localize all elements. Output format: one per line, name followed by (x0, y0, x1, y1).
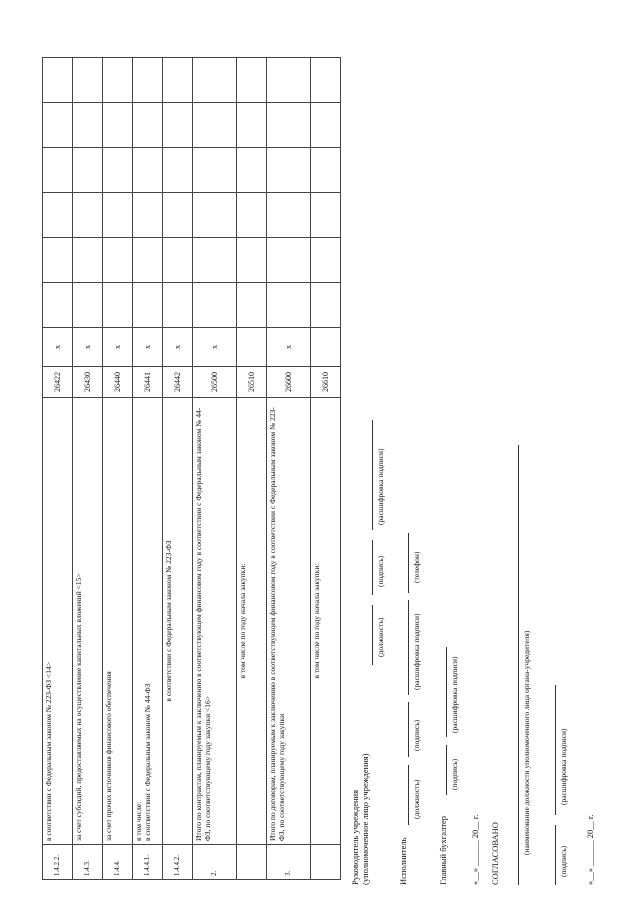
value-cell[interactable] (163, 193, 193, 238)
founder-signature-line[interactable] (555, 825, 556, 885)
accountant-decoding-caption: (расшифровка подписи) (450, 656, 459, 733)
value-cell[interactable] (133, 283, 163, 328)
row-code: 26442 (163, 367, 193, 398)
value-cell[interactable] (193, 238, 237, 283)
head-signature-caption: (подпись) (376, 555, 385, 587)
value-cell[interactable] (133, 58, 163, 103)
table-row (43, 58, 73, 880)
row-number (311, 845, 341, 880)
founder-signature-caption: (подпись) (559, 845, 568, 877)
value-cell[interactable] (163, 238, 193, 283)
value-cell[interactable] (43, 283, 73, 328)
row-number: 3. (267, 845, 311, 880)
value-cell[interactable] (103, 58, 133, 103)
row-number: 1.4.4. (103, 845, 133, 880)
executor-signature-line[interactable] (408, 702, 409, 757)
value-cell[interactable] (237, 148, 267, 193)
table-row (103, 58, 133, 880)
value-cell[interactable] (43, 103, 73, 148)
value-cell[interactable] (103, 283, 133, 328)
executor-phone-line[interactable] (408, 533, 409, 593)
head-label: Руководитель учреждения (350, 789, 360, 885)
value-cell[interactable] (73, 148, 103, 193)
value-cell[interactable] (73, 58, 103, 103)
value-cell[interactable] (73, 238, 103, 283)
value-cell[interactable] (103, 238, 133, 283)
value-cell[interactable] (133, 193, 163, 238)
value-cell[interactable] (103, 103, 133, 148)
value-cell[interactable] (311, 238, 341, 283)
value-cell[interactable] (267, 58, 311, 103)
value-cell[interactable] (267, 238, 311, 283)
row-mark: x (163, 328, 193, 367)
row-mark: x (73, 328, 103, 367)
executor-decoding-line[interactable] (408, 600, 409, 695)
accountant-signature-caption: (подпись) (450, 758, 459, 790)
chief-accountant-label: Главный бухгалтер (438, 815, 448, 885)
row-code: 26500 (193, 367, 237, 398)
value-cell[interactable] (237, 58, 267, 103)
executor-position-caption: (должность) (412, 779, 421, 819)
row-code: 26440 (103, 367, 133, 398)
value-cell[interactable] (43, 238, 73, 283)
row-mark: x (103, 328, 133, 367)
row-number: 1.4.4.1. (133, 845, 163, 880)
row-code: 26610 (311, 367, 341, 398)
value-cell[interactable] (163, 58, 193, 103)
value-cell[interactable] (267, 148, 311, 193)
value-cell[interactable] (193, 193, 237, 238)
row-name: Итого по контрактам, планируемым к заключению в соответствующем финансовом году в соответствии с Федеральным законом № 44-ФЗ, по соответствующему году закупки <16> (193, 398, 237, 845)
head-position-line[interactable] (372, 605, 373, 665)
value-cell[interactable] (193, 148, 237, 193)
row-mark: x (133, 328, 163, 367)
row-mark (311, 328, 341, 367)
value-cell[interactable] (311, 58, 341, 103)
row-number (237, 845, 267, 880)
table-row (311, 58, 341, 880)
value-cell[interactable] (133, 148, 163, 193)
value-cell[interactable] (311, 148, 341, 193)
founder-caption: (наименование должности уполномоченного лица органа-учредителя) (522, 630, 531, 855)
head-decoding-caption: (расшифровка подписи) (376, 448, 385, 525)
head-position-caption: (должность) (376, 617, 385, 657)
value-cell[interactable] (163, 283, 193, 328)
value-cell[interactable] (133, 238, 163, 283)
value-cell[interactable] (163, 148, 193, 193)
value-cell[interactable] (311, 103, 341, 148)
row-name: за счет прочих источников финансового обеспечения (103, 398, 133, 845)
value-cell[interactable] (237, 238, 267, 283)
value-cell[interactable] (103, 193, 133, 238)
row-mark: x (193, 328, 237, 367)
table-row (163, 58, 193, 880)
table-row (237, 58, 267, 880)
date-line-2: «__» ______ 20__ г. (585, 814, 595, 885)
founder-decoding-caption: (расшифровка подписи) (559, 728, 568, 805)
value-cell[interactable] (267, 283, 311, 328)
value-cell[interactable] (311, 283, 341, 328)
value-cell[interactable] (267, 193, 311, 238)
row-name: в соответствии с Федеральным законом № 223-ФЗ <14> (43, 398, 73, 845)
value-cell[interactable] (73, 103, 103, 148)
accountant-signature-line[interactable] (446, 745, 447, 795)
executor-signature-caption: (подпись) (412, 719, 421, 751)
row-mark (237, 328, 267, 367)
table-row (133, 58, 163, 880)
value-cell[interactable] (103, 148, 133, 193)
value-cell[interactable] (73, 283, 103, 328)
row-name: в том числе по году начала закупки: (311, 398, 341, 845)
row-name: в том числе: в соответствии с Федеральным законом № 44-ФЗ (133, 398, 163, 845)
row-number: 1.4.3. (73, 845, 103, 880)
founder-position-line[interactable] (518, 445, 519, 885)
value-cell[interactable] (163, 103, 193, 148)
value-cell[interactable] (237, 283, 267, 328)
table-row (267, 58, 311, 880)
row-name: в соответствии с Федеральным законом № 223-ФЗ (163, 398, 193, 845)
table-row (73, 58, 103, 880)
plan-table (42, 57, 341, 880)
executor-label: Исполнитель (398, 837, 408, 885)
value-cell[interactable] (133, 103, 163, 148)
value-cell[interactable] (193, 58, 237, 103)
head-sublabel: (уполномоченное лицо учреждения) (360, 753, 370, 885)
row-code: 26441 (133, 367, 163, 398)
row-mark: x (267, 328, 311, 367)
row-code: 26510 (237, 367, 267, 398)
value-cell[interactable] (237, 193, 267, 238)
row-name: за счет субсидий, предоставляемых на осуществление капитальных вложений <15> (73, 398, 103, 845)
row-name: в том числе по году начала закупки: (237, 398, 267, 845)
executor-decoding-caption: (расшифровка подписи) (412, 613, 421, 690)
agreed-heading: СОГЛАСОВАНО (490, 822, 500, 885)
head-signature-line[interactable] (372, 540, 373, 595)
row-number: 1.4.4.2. (163, 845, 193, 880)
row-name: Итого по договорам, планируемым к заключению в соответствующем финансовом году в соответствии с Федеральным законом № 223-ФЗ, по соответствующему году закупки (267, 398, 311, 845)
founder-decoding-line[interactable] (555, 685, 556, 815)
value-cell[interactable] (311, 193, 341, 238)
row-code: 26600 (267, 367, 311, 398)
value-cell[interactable] (43, 58, 73, 103)
table-row (193, 58, 237, 880)
executor-position-line[interactable] (408, 765, 409, 825)
executor-phone-caption: (телефон) (412, 551, 421, 583)
date-line-1: «__» ______ 20__ г. (470, 814, 480, 885)
accountant-decoding-line[interactable] (446, 647, 447, 737)
value-cell[interactable] (193, 283, 237, 328)
row-code: 26422 (43, 367, 73, 398)
value-cell[interactable] (73, 193, 103, 238)
value-cell[interactable] (43, 148, 73, 193)
row-number: 2. (193, 845, 237, 880)
row-code: 26430 (73, 367, 103, 398)
value-cell[interactable] (267, 103, 311, 148)
head-decoding-line[interactable] (372, 420, 373, 530)
row-number: 1.4.2.2. (43, 845, 73, 880)
value-cell[interactable] (237, 103, 267, 148)
row-mark: x (43, 328, 73, 367)
value-cell[interactable] (43, 193, 73, 238)
value-cell[interactable] (193, 103, 237, 148)
signature-block (350, 325, 630, 885)
